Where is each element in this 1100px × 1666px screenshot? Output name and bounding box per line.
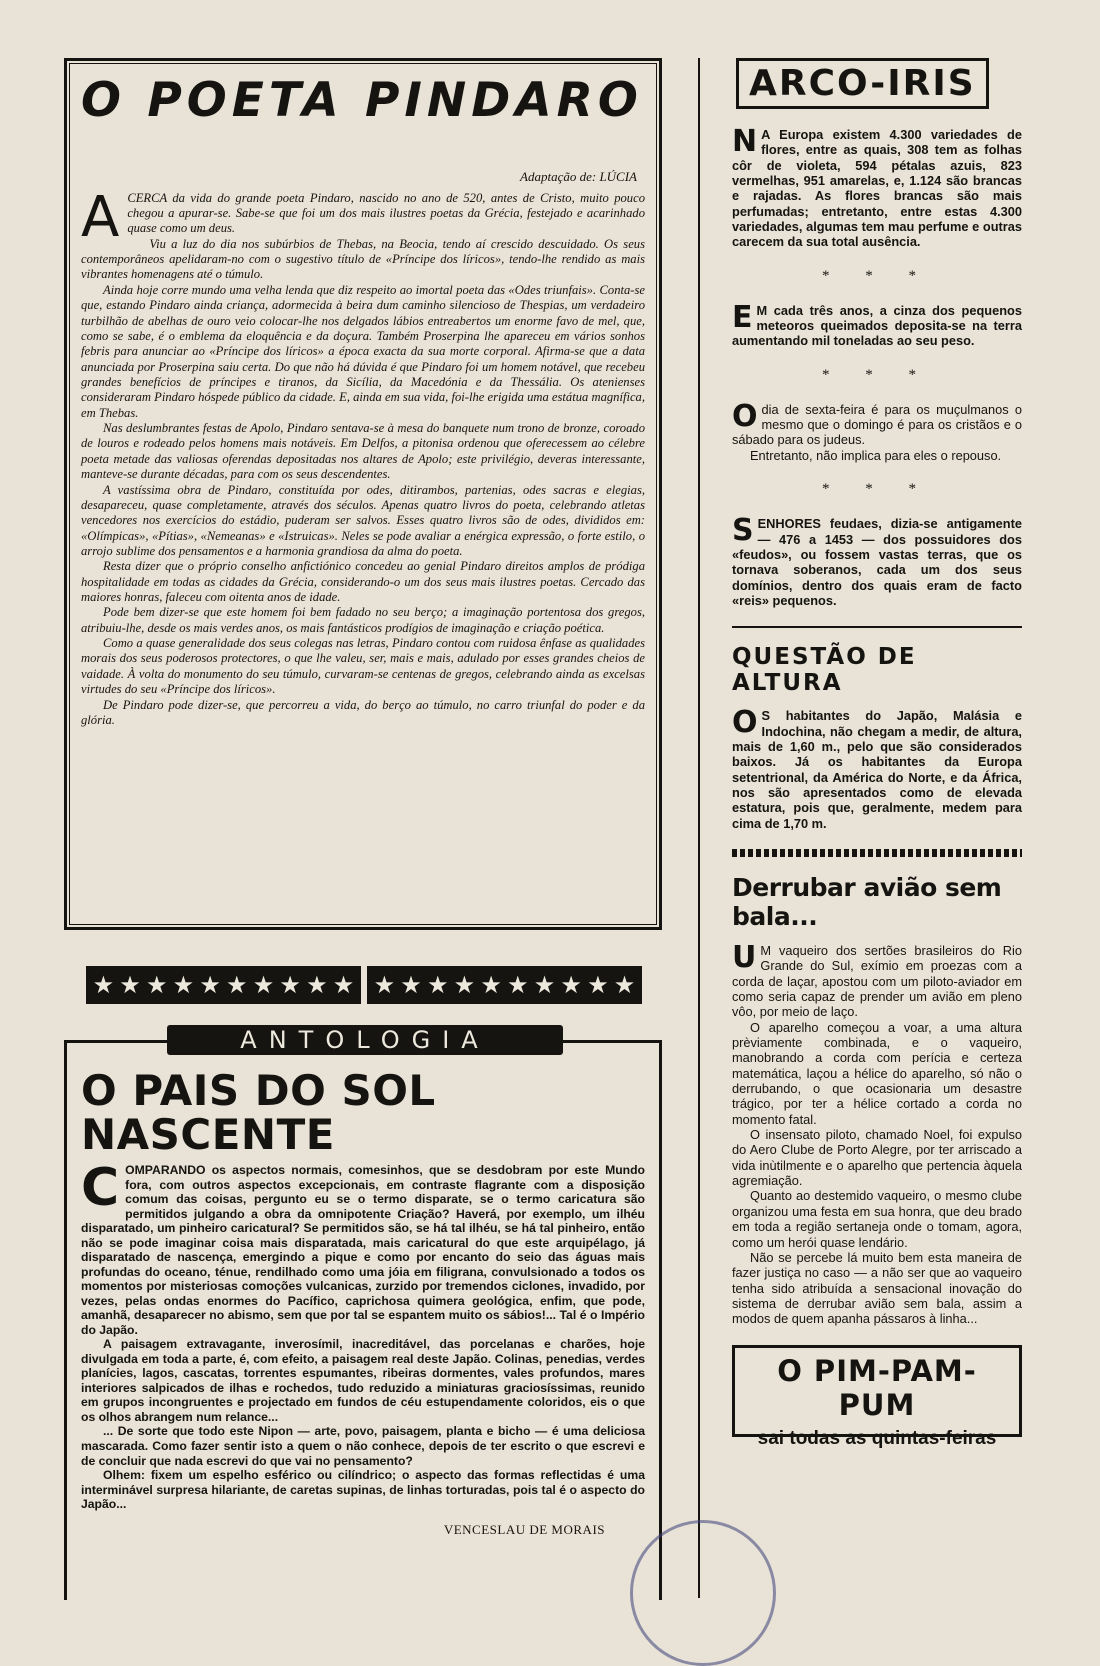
section-rule bbox=[732, 626, 1022, 628]
questao-cap: O bbox=[732, 705, 758, 741]
derrubar-cap: U bbox=[732, 939, 757, 975]
antologia-tag: ANTOLOGIA bbox=[167, 1025, 563, 1055]
asterism: * * * bbox=[822, 267, 932, 284]
sol-paragraph: ... De sorte que todo este Nipon — arte, povo, paisagem, planta e bicho — é uma deliciosa mascarada. Como fazer sentir isto a quem o não conhece, depois de ter escrito o que escrevi e de concluir que nada escrevi do que vai no pensamento? bbox=[81, 1424, 645, 1468]
star-band-right: ★ ★ ★ ★ ★ ★ ★ ★ ★ ★ bbox=[367, 966, 642, 1004]
wave-ornament bbox=[732, 849, 1022, 857]
pindaro-paragraph: Pode bem dizer-se que este homem foi bem fadado no seu berço; a imaginação portentosa dos gregos, atribuiu-lhe, desde os mais verdes anos, os mais fantásticos prodígios de imaginação e criação poética. bbox=[81, 605, 645, 635]
arco-item: Odia de sexta-feira é para os muçulmanos o mesmo que o domingo é para os cristãos e o sábado para os judeus. Entretanto, não implica para eles o repouso. bbox=[732, 398, 1022, 463]
derrubar-title: Derrubar avião sem bala... bbox=[732, 872, 1002, 931]
sol-paragraph: COMPARANDO os aspectos normais, comesinhos, que se desdobram por este Mundo fora, com outros aspectos excepcionais, em contraste flagrante com a disposição comum das coisas, pergunto eu se o termo disparate, se o termo caricatura são permitidos julgando a obra da omnipotente Criação? Haverá, por exemplo, um ilhéu disparatado, um pinheiro caricatural? Se permitidos são, se há tal ilhéu, se há tal pinheiro, então não se pode imaginar coisa mais disparatada, mais caricatural do que este arquipélago, já disparatado de nascença, emergindo a pique e como por encanto do seio das águas mais profundas do oceano, ténue, rendilhado como uma jóia em filigrana, convulsionado a todos os momentos por misteriosas comoções vulcanicas, zurzido por tremendos ciclones, invadido, por vezes, pelas ondas enormes do Pacífico, caprichosa quimera geológica, enfim, que pode, amanhã, desaparecer no abismo, sem que por tal se espantem muito os sábios!... Tal é o Império do Japão. bbox=[81, 1158, 645, 1337]
pim-pam-pum-box bbox=[732, 1345, 1022, 1449]
asterism: * * * bbox=[822, 366, 932, 383]
star-band-left: ★ ★ ★ ★ ★ ★ ★ ★ ★ ★ bbox=[86, 966, 361, 1004]
stars-ornament bbox=[86, 966, 642, 1004]
pindaro-paragraph: Como a quase generalidade dos seus colegas nas letras, Pindaro contou com ruidosa ênfase as qualidades morais dos seus poderosos protectores, o que lhe valeu, ser, mais e mais, adulado por esses grandes cheios de vaidade. À volta do monumento do seu túmulo, curvaram-se centenas de gregos, celebrando ainda as excelsas virtudes do seu «Príncipe dos líricos». bbox=[81, 636, 645, 697]
derrubar-body: U M vaqueiro dos sertões brasileiros do Rio Grande do Sul, exímio em proezas com a corda de laçar, apostou com um piloto-aviador em como seria capaz de prender um avião em pleno vôo, por meio de laço. O aparelho começou a voar, a uma altura prèviamente combinada, e o vaqueiro, manobrando a corda com perícia e certeza matemática, laçou a hélice do aparelho, só não o derrubando, o que ocasionaria um desastre trágico, por ter a hélice cortado a corda no momento fatal. O insensato piloto, chamado Noel, foi expulso do Aero Clube de Porto Alegre, por ter arriscado a vida inùtilmente e o aparelho que pertencia àquela agremiação. Quanto ao destemido vaqueiro, o mesmo clube organizou uma festa em sua honra, que deu brado em toda a região sertaneja onde o tomam, agora, como um herói quase lendário. Não se percebe lá muito bem esta maneira de fazer justiça no caso — a não ser que ao vaqueiro tenha sido atribuída a sensacional inovação do sistema de derrubar avião sem bala, assim a modos de quem apanha pássaros à linha... bbox=[732, 939, 1022, 1327]
derrubar-paragraph: Quanto ao destemido vaqueiro, o mesmo clube organizou uma festa em sua honra, que deu brado em toda a região sertaneja onde o tomam, agora, como um herói quase lendário. bbox=[732, 1188, 1022, 1250]
sol-author: VENCESLAU DE MORAIS bbox=[443, 1521, 605, 1537]
pindaro-body bbox=[81, 184, 645, 729]
pindaro-dropcap: A bbox=[81, 184, 120, 250]
arco-cap: O bbox=[732, 398, 758, 434]
asterism: * * * bbox=[822, 481, 932, 498]
pindaro-paragraph: Viu a luz do dia nos subúrbios de Thebas, na Beocia, tendo aí crescido descuidado. Os seus contemporâneos apelidaram-no com o sugestivo título de «Príncipe dos líricos», tendo-lhe rendido as mais vibrantes homenagens até o túmulo. bbox=[81, 236, 645, 282]
right-column bbox=[732, 58, 1022, 1449]
arco-cap: S bbox=[732, 513, 754, 549]
pindaro-paragraph: De Pindaro pode dizer-se, que percorreu a vida, do berço ao túmulo, no carro triunfal do poder e da glória. bbox=[81, 697, 645, 727]
pindaro-byline: Adaptação de: LÚCIA bbox=[520, 168, 637, 184]
column-divider bbox=[698, 58, 700, 1598]
arco-item: E M cada três anos, a cinza dos pequenos meteoros queimados deposita-se na terra aumentando mil toneladas ao seu peso. bbox=[732, 299, 1022, 349]
pim-title: O PIM-PAM-PUM bbox=[777, 1353, 977, 1422]
arco-item: N A Europa existem 4.300 variedades de flores, entre as quais, 308 tem as folhas côr de violeta, 594 pétalas azuis, 823 vermelhas, 951 amarelas, e, 1.124 são brancas e rajadas. As flores brancas são mais perfumadas; entretanto, entre estas 4.300 variedades, algumas tem mau perfume e outras carecem da sua total ausência. bbox=[732, 124, 1022, 250]
pindaro-paragraph: A vastíssima obra de Pindaro, constituída por odes, ditirambos, partenias, odes sacras e elegias, desapareceu, quase completamente, através dos séculos. Apenas quatro livros do poeta, celebrando atletas vencedores nos exercícios do estádio, puderam ser salvos. Esses quatro livros são de odes, divididos em: «Olímpicas», «Pítias», «Nemeanas» e «Istruicas». Neles se pode avaliar a enérgica expressão, o forte estilo, o arrojo sublime dos pensamentos e a harmonia grandiosa da alma do poeta. bbox=[81, 482, 645, 558]
arco-cap: E bbox=[732, 299, 753, 335]
sol-nascente-body bbox=[81, 1158, 645, 1512]
pindaro-paragraph: Resta dizer que o próprio conselho anfictiónico concedeu ao genial Pindaro direitos amplos de pródiga hospitalidade em todas as cidades da Grécia, considerando-o um dos seus mais ilustres poetas. Cercado das maiores honras, faleceu com oitenta anos de idade. bbox=[81, 559, 645, 605]
library-stamp bbox=[630, 1520, 776, 1666]
sol-nascente-title: O PAIS DO SOL NASCENTE bbox=[81, 1066, 436, 1160]
pindaro-paragraph: Nas deslumbrantes festas de Apolo, Pindaro sentava-se à mesa do banquete num trono de bronze, coroado de louros e rodeado pelos homens mais notáveis. Em Delfos, a pitonisa ordenou que oferecessem ao célebre poeta metade das valiosas oferendas depositadas nos altares de Apolo; este privilégio, deveras interessante, manteve-se durante décadas, para com os seus descendentes. bbox=[81, 421, 645, 482]
sol-paragraph: A paisagem extravagante, inverosímil, inacreditável, das porcelanas e charões, hoje divulgada em toda a parte, é, com efeito, a paisagem real deste Japão. Colinas, penedias, verdes planícies, lagos, cascatas, torrentes espumantes, ribeiras dormentes, vales profundos, mares interiores salpicados de ilhas e rochedos, tudo reduzido a miniaturas graciosíssimas, reunido em grupos incongruentes e projectado em fundos de céu estupendamente coloridos, eis o que os olhos abrangem num relance... bbox=[81, 1337, 645, 1424]
derrubar-paragraph: Não se percebe lá muito bem esta maneira de fazer justiça no caso — a não ser que ao vaqueiro tenha sido atribuída a sensacional inovação do sistema de derrubar avião sem bala, assim a modos de quem apanha pássaros à linha... bbox=[732, 1249, 1022, 1327]
sol-dropcap: C bbox=[81, 1158, 120, 1219]
arco-iris-title: ARCO-IRIS bbox=[736, 58, 989, 109]
sol-paragraph: Olhem: fixem um espelho esférico ou cilíndrico; o aspecto das formas reflectidas é uma interminável surpresa hilariante, de caretas supinas, de linhas torturadas, pois tal é o aspecto do Japão... bbox=[81, 1468, 645, 1512]
pim-subtitle: sai todas as quintas-feiras bbox=[757, 1427, 997, 1449]
derrubar-paragraph: O aparelho começou a voar, a uma altura prèviamente combinada, e o vaqueiro, manobrando a corda com perícia e certeza matemática, laçou a hélice do aparelho, só não o derrubando, o que ocasionaria um desastre trágico, por ter a hélice cortado a corda no momento fatal. bbox=[732, 1019, 1022, 1127]
pindaro-article bbox=[64, 58, 662, 930]
derrubar-paragraph: O insensato piloto, chamado Noel, foi expulso do Aero Clube de Porto Alegre, por ter arriscado a vida inùtilmente e o aparelho que pertencia àquela agremiação. bbox=[732, 1127, 1022, 1189]
questao-title: QUESTÃO DE ALTURA bbox=[732, 644, 917, 697]
pindaro-paragraph: Ainda hoje corre mundo uma velha lenda que diz respeito ao imortal poeta das «Odes triunfais». Conta-se que, estando Pindaro ainda criança, adormecida à beira dum caminho silencioso de Thespias, um verdadeiro turbilhão de abelhas de ouro veio colocar-lhe nos delgados lábios entreabertos um enorme favo de mel, que, como se sabe, é o emblema da eloquência e da doçura. Também Proserpina lhe apareceu em vários sonhos febris para anunciar ao «Príncipe dos líricos» a época exacta da sua morte corporal. Afirma-se que a data anunciada por Proserpina saiu certa. Do que não há dúvida é que Pindaro foi um homem notável, que recebeu grandes benefícios de príncipes e tiranos, da Sicília, da Macedónia e da Thessália. Os atenienses consideraram Pindaro hóspede público da cidade. E, ainda em sua vida, foi-lhe erigida uma estátua magnífica, em Thebas. bbox=[81, 282, 645, 420]
arco-cap: N bbox=[732, 124, 758, 159]
pindaro-paragraph: ACERCA da vida do grande poeta Pindaro, nascido no ano de 520, antes de Cristo, muito pouco chegou a apurar-se. Sabe-se que foi um dos mais ilustres poetas da Grécia, festejado e acarinhado quase como um deus. bbox=[81, 184, 645, 250]
pindaro-title: O POETA PINDARO bbox=[81, 73, 643, 128]
antologia-article bbox=[64, 1026, 662, 1600]
questao-body: O S habitantes do Japão, Malásia e Indochina, não chegam a medir, de altura, mais de 1,60 m., pelo que são considerados baixos. Já os habitantes da Europa setentrional, da América do Norte, e da África, nos são apresentados como de elevada estatura, pois que, geralmente, medem para cima de 1,70 m. bbox=[732, 705, 1022, 831]
arco-item: SENHORES feudaes, dizia-se antigamente — 476 a 1453 — dos possuidores dos «feudos», ou fossem vastas terras, que os tornava soberanos, cada um dos seus domínios, dentro dos quais eram de facto «reis» pequenos. bbox=[732, 513, 1022, 608]
